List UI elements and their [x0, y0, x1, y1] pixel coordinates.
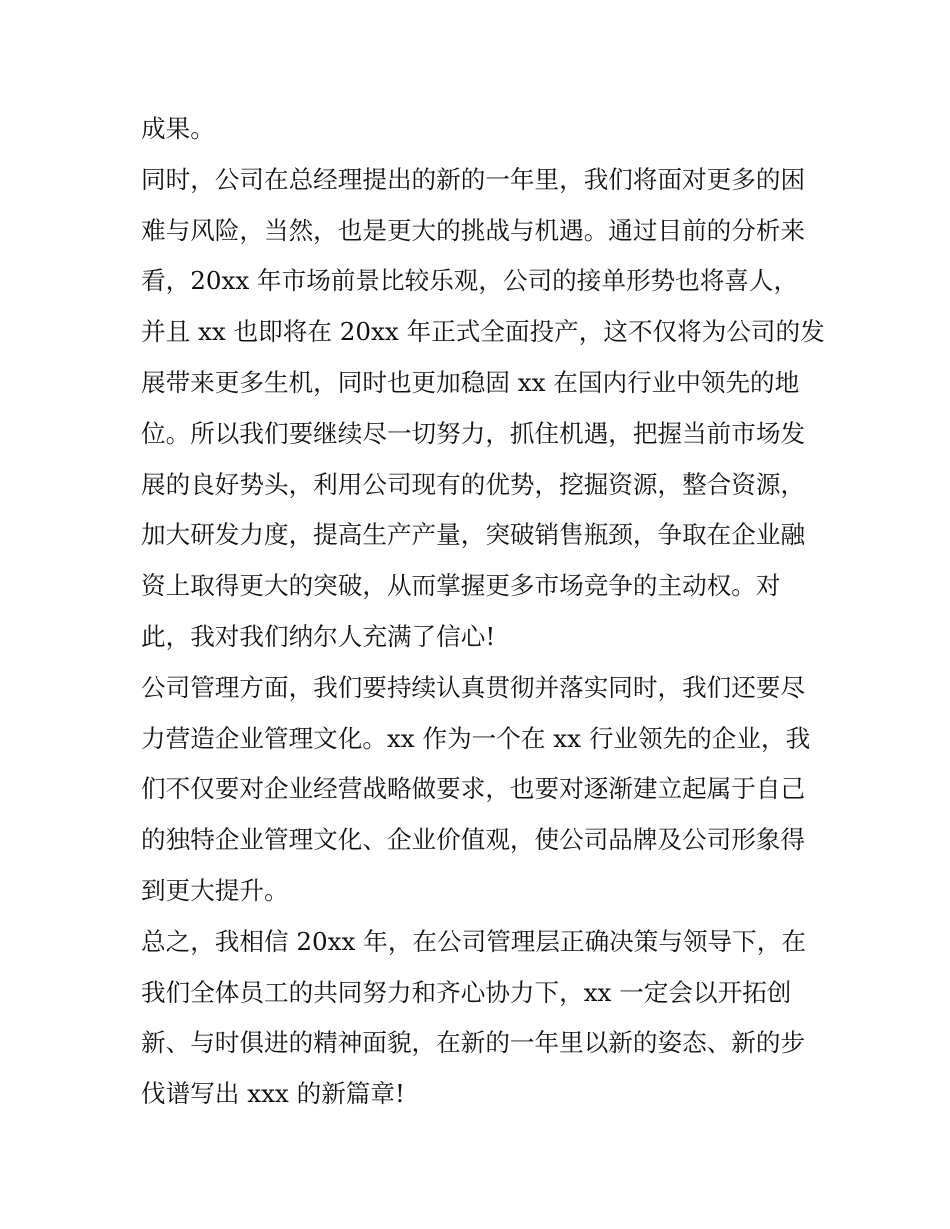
- text-line: 总之，我相信 20xx 年，在公司管理层正确决策与领导下，在: [141, 926, 806, 956]
- text-line: 新、与时俱进的精神面貌，在新的一年里以新的姿态、新的步: [141, 1028, 806, 1058]
- paragraph-2: [141, 155, 825, 663]
- text-line: 加大研发力度，提高生产产量，突破销售瓶颈，争取在企业融: [141, 520, 806, 550]
- text-line: 位。所以我们要继续尽一切努力，抓住机遇，把握当前市场发: [141, 418, 806, 448]
- text-line: 的独特企业管理文化、企业价值观，使公司品牌及公司形象得: [141, 825, 806, 855]
- document-body: [141, 104, 825, 1120]
- text-line: 展带来更多生机，同时也更加稳固 xx 在国内行业中领先的地: [141, 367, 800, 397]
- text-line: 同时，公司在总经理提出的新的一年里，我们将面对更多的困: [141, 164, 806, 194]
- text-line: 们不仅要对企业经营战略做要求，也要对逐渐建立起属于自己: [141, 774, 806, 804]
- text-line: 力营造企业管理文化。xx 作为一个在 xx 行业领先的企业，我: [141, 723, 811, 753]
- text-line: 看，20xx 年市场前景比较乐观，公司的接单形势也将喜人，: [141, 266, 799, 296]
- paragraph-3: [141, 663, 821, 917]
- paragraph-1: [141, 104, 821, 155]
- text-line: 此，我对我们纳尔人充满了信心!: [141, 621, 496, 651]
- text-line: 成果。: [141, 114, 215, 143]
- text-line: 我们全体员工的共同努力和齐心协力下，xx 一定会以开拓创: [141, 977, 792, 1007]
- text-line: 伐谱写出 xxx 的新篇章!: [141, 1079, 405, 1109]
- text-line: 到更大提升。: [141, 875, 289, 905]
- text-line: 展的良好势头，利用公司现有的优势，挖掘资源，整合资源，: [141, 469, 806, 499]
- text-line: 资上取得更大的突破，从而掌握更多市场竞争的主动权。对: [141, 571, 781, 601]
- text-line: 难与风险，当然，也是更大的挑战与机遇。通过目前的分析来: [141, 215, 806, 245]
- text-line: 并且 xx 也即将在 20xx 年正式全面投产，这不仅将为公司的发: [141, 317, 825, 347]
- text-line: 公司管理方面，我们要持续认真贯彻并落实同时，我们还要尽: [141, 672, 806, 702]
- paragraph-4: [141, 917, 821, 1120]
